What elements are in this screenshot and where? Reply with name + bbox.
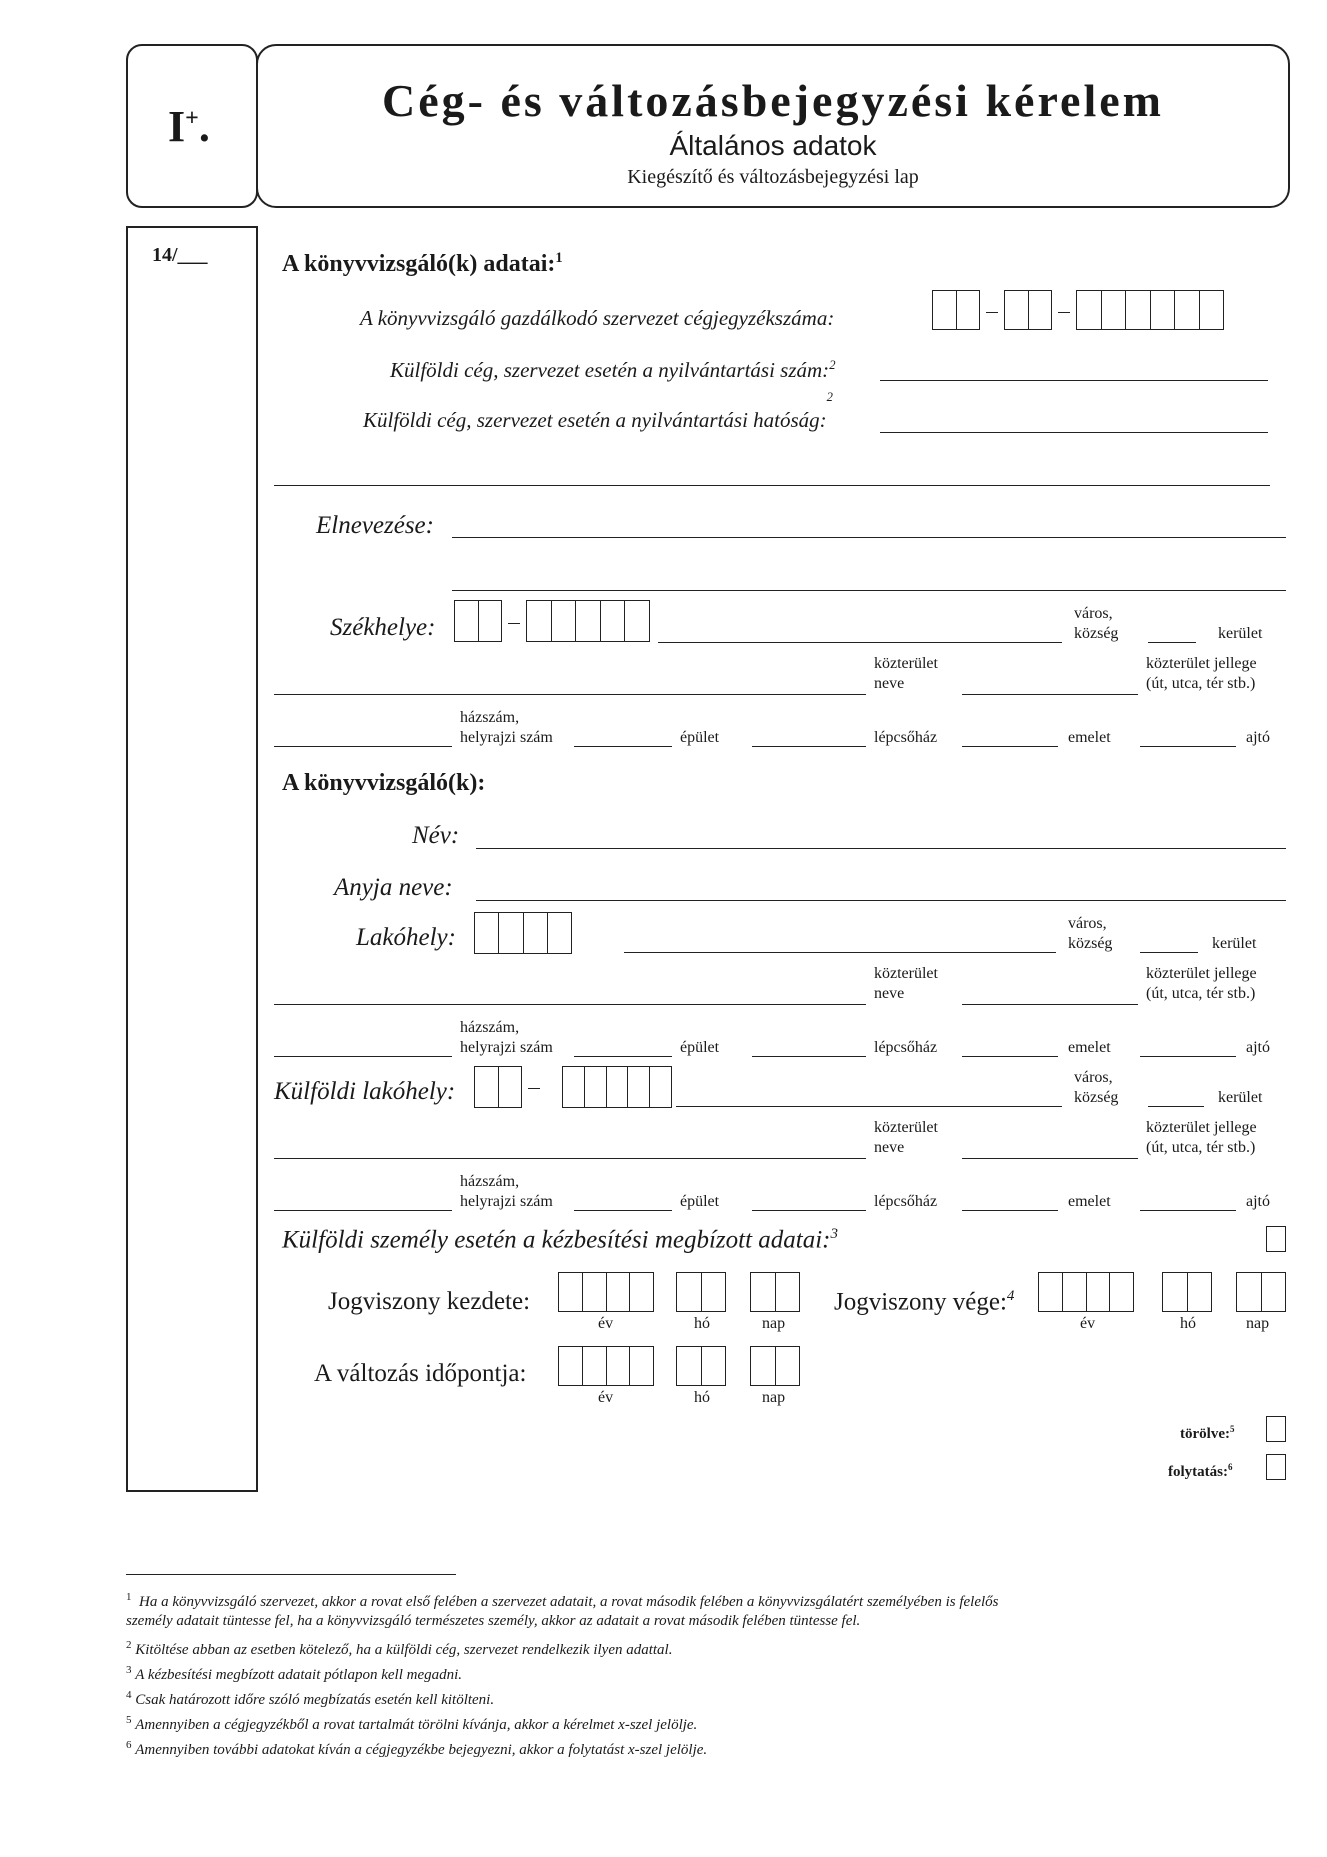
agent-label — [282, 1226, 838, 1254]
foreign-street-type-field[interactable] — [962, 1158, 1138, 1159]
foreign-reg-field[interactable] — [880, 380, 1268, 381]
seat-floor-label: emelet — [1068, 729, 1111, 746]
seat-building-label: épület — [680, 729, 720, 746]
foreign-auth-field[interactable] — [880, 432, 1268, 433]
footnote-4 — [126, 1686, 1241, 1710]
dash — [1058, 312, 1070, 313]
footnote-6 — [126, 1736, 1241, 1760]
house-text-2: helyrajzi szám — [460, 729, 553, 746]
person-name-label: Név: — [412, 822, 460, 849]
foreign-door-field[interactable] — [1140, 1210, 1236, 1211]
reg-number-serial[interactable] — [1076, 290, 1224, 330]
auditor-data-heading-text: A könyvvizsgáló(k) adatai: — [282, 251, 556, 277]
end-day[interactable] — [1236, 1272, 1286, 1312]
seat-house-label — [460, 708, 553, 748]
seat-zip-country[interactable] — [454, 600, 502, 642]
seat-street-name-label — [874, 654, 938, 694]
change-month[interactable] — [676, 1346, 726, 1386]
foreign-floor-label: emelet — [1068, 1193, 1111, 1210]
seat-city-field[interactable] — [658, 642, 1062, 643]
residence-door-field[interactable] — [1140, 1056, 1236, 1057]
seat-staircase-label: lépcsőház — [874, 729, 938, 746]
street-name-text: közterület — [874, 965, 938, 982]
foreign-auth-label — [363, 390, 833, 433]
reg-number-form[interactable] — [1004, 290, 1052, 330]
section-code-sup: + — [185, 105, 199, 132]
foreign-staircase-field[interactable] — [752, 1210, 866, 1211]
foreign-street-type-label — [1146, 1118, 1257, 1158]
auditor-person-heading: A könyvvizsgáló(k): — [282, 770, 486, 796]
dash — [508, 623, 520, 624]
seat-house-field[interactable] — [274, 746, 452, 747]
foreign-building-label: épület — [680, 1193, 720, 1210]
foreign-residence-zip[interactable] — [562, 1066, 672, 1108]
person-name-field[interactable] — [476, 848, 1286, 849]
footnote-text: Amennyiben további adatokat kíván a cégjegyzékbe bejegyezni, akkor a folytatást x-szel jelölje. — [135, 1742, 708, 1758]
footnote-2 — [126, 1636, 1241, 1660]
start-year-label: év — [598, 1315, 614, 1332]
foreign-street-name-label — [874, 1118, 938, 1158]
name-field[interactable] — [452, 537, 1286, 538]
street-type-text-2: (út, utca, tér stb.) — [1146, 675, 1256, 692]
footnote-ref-3: 3 — [830, 1226, 839, 1242]
continued-checkbox[interactable] — [1266, 1454, 1286, 1480]
seat-district-field[interactable] — [1148, 642, 1196, 643]
agent-checkbox[interactable] — [1266, 1226, 1286, 1252]
continued-label — [1168, 1462, 1233, 1481]
house-text: házszám, — [460, 1019, 520, 1036]
sidebar-number: 14/___ — [152, 244, 208, 266]
village-text: község — [1068, 935, 1113, 952]
change-day-label: nap — [762, 1389, 786, 1406]
house-text: házszám, — [460, 1173, 520, 1190]
city-text: város, — [1074, 1069, 1113, 1086]
street-type-text-2: (út, utca, tér stb.) — [1146, 1139, 1256, 1156]
residence-street-name-label — [874, 964, 938, 1004]
foreign-auth-label-text: Külföldi cég, szervezet esetén a nyilvántartási hatóság: — [363, 408, 827, 432]
residence-district-field[interactable] — [1140, 952, 1198, 953]
house-text-2: helyrajzi szám — [460, 1039, 553, 1056]
foreign-building-field[interactable] — [574, 1210, 672, 1211]
footnote-text: Kitöltése abban az esetben kötelező, ha a külföldi cég, szervezet rendelkezik ilyen adattal. — [135, 1642, 673, 1658]
seat-label: Székhelye: — [330, 614, 436, 641]
end-date-label-text: Jogviszony vége: — [834, 1288, 1007, 1316]
start-month-label: hó — [694, 1315, 710, 1332]
start-year[interactable] — [558, 1272, 654, 1312]
start-date-label: Jogviszony kezdete: — [328, 1288, 531, 1315]
city-text: város, — [1068, 915, 1107, 932]
page-subsubtitle: Kiegészítő és változásbejegyzési lap — [627, 166, 919, 188]
foreign-floor-field[interactable] — [962, 1210, 1058, 1211]
seat-door-field[interactable] — [1140, 746, 1236, 747]
change-year[interactable] — [558, 1346, 654, 1386]
foreign-reg-label-text: Külföldi cég, szervezet esetén a nyilvántartási szám: — [390, 358, 830, 382]
foreign-staircase-label: lépcsőház — [874, 1193, 938, 1210]
footnote-number: 1 — [126, 1591, 132, 1603]
residence-staircase-label: lépcsőház — [874, 1039, 938, 1056]
footnote-number: 4 — [126, 1689, 132, 1701]
mother-name-field[interactable] — [476, 900, 1286, 901]
foreign-residence-country[interactable] — [474, 1066, 522, 1108]
residence-street-type-label — [1146, 964, 1257, 1004]
footnote-ref-4: 4 — [1006, 1288, 1015, 1304]
foreign-auth-field-2[interactable] — [274, 485, 1270, 486]
footnote-5 — [126, 1711, 1241, 1735]
street-name-text: közterület — [874, 655, 938, 672]
residence-zip[interactable] — [474, 912, 572, 954]
residence-street-name-field[interactable] — [274, 1004, 866, 1005]
foreign-residence-label: Külföldi lakóhely: — [274, 1078, 456, 1105]
foreign-reg-label — [390, 358, 835, 383]
foreign-residence-district-label: kerület — [1218, 1089, 1263, 1106]
foreign-door-label: ajtó — [1246, 1193, 1270, 1210]
footnote-3 — [126, 1661, 1241, 1685]
end-date-label — [834, 1288, 1014, 1316]
start-day-label: nap — [762, 1315, 786, 1332]
seat-door-label: ajtó — [1246, 729, 1270, 746]
footnote-ref-2b: 2 — [826, 390, 833, 404]
footnote-ref-1: 1 — [555, 250, 563, 266]
page-subtitle: Általános adatok — [669, 130, 877, 161]
title-box — [256, 44, 1290, 208]
start-day[interactable] — [750, 1272, 800, 1312]
residence-house-label — [460, 1018, 553, 1058]
page-title: Cég- és változásbejegyzési kérelem — [382, 75, 1164, 126]
change-month-label: hó — [694, 1389, 710, 1406]
change-year-label: év — [598, 1389, 614, 1406]
residence-building-label: épület — [680, 1039, 720, 1056]
street-name-text-2: neve — [874, 985, 905, 1002]
seat-zip[interactable] — [526, 600, 650, 642]
footnote-text: Ha a könyvvizsgáló szervezet, akkor a rovat első felében a szervezet adatait, a rovat második felében a könyvvizsgálatért személyében is felelős — [139, 1594, 999, 1610]
footnote-number: 3 — [126, 1664, 132, 1676]
end-day-label: nap — [1246, 1315, 1270, 1332]
seat-street-type-label — [1146, 654, 1257, 694]
mother-name-label: Anyja neve: — [334, 874, 453, 901]
residence-floor-label: emelet — [1068, 1039, 1111, 1056]
deleted-label — [1180, 1424, 1234, 1443]
foreign-residence-city-label — [1074, 1068, 1118, 1108]
section-code — [168, 101, 210, 152]
seat-floor-field[interactable] — [962, 746, 1058, 747]
residence-door-label: ajtó — [1246, 1039, 1270, 1056]
section-code-box — [126, 44, 258, 208]
footnote-number: 5 — [126, 1714, 132, 1726]
footnote-1 — [126, 1588, 1241, 1631]
street-name-text: közterület — [874, 1119, 938, 1136]
residence-house-field[interactable] — [274, 1056, 452, 1057]
deleted-label-text: törölve: — [1180, 1426, 1230, 1442]
end-year-label: év — [1080, 1315, 1096, 1332]
footnote-text: Amennyiben a cégjegyzékből a rovat tartalmát törölni kívánja, akkor a kérelmet x-szel jelölje. — [135, 1717, 698, 1733]
seat-building-field[interactable] — [574, 746, 672, 747]
residence-city-label — [1068, 914, 1112, 954]
footnote-text-2: személy adatait tüntesse fel, ha a könyvvizsgáló természetes személy, akkor az adatait a rovat második felében tüntesse fel. — [126, 1613, 861, 1629]
footnote-separator — [126, 1574, 456, 1575]
name-label: Elnevezése: — [316, 512, 434, 539]
foreign-residence-district-field[interactable] — [1148, 1106, 1204, 1107]
street-type-text: közterület jellege — [1146, 965, 1257, 982]
footnote-number: 6 — [126, 1739, 132, 1751]
sidebar-box — [126, 226, 258, 1492]
residence-label: Lakóhely: — [356, 924, 456, 951]
house-text: házszám, — [460, 709, 520, 726]
section-code-letter: I — [168, 102, 186, 151]
village-text: község — [1074, 625, 1119, 642]
dash — [528, 1088, 540, 1089]
residence-building-field[interactable] — [574, 1056, 672, 1057]
deleted-checkbox[interactable] — [1266, 1416, 1286, 1442]
seat-city-label — [1074, 604, 1118, 644]
auditor-data-heading — [282, 250, 563, 278]
agent-label-text: Külföldi személy esetén a kézbesítési megbízott adatai: — [282, 1226, 831, 1254]
foreign-house-field[interactable] — [274, 1210, 452, 1211]
footnote-ref-6: 6 — [1228, 1462, 1233, 1472]
start-month[interactable] — [676, 1272, 726, 1312]
street-name-text-2: neve — [874, 675, 905, 692]
change-date-label: A változás időpontja: — [314, 1360, 527, 1387]
residence-street-type-field[interactable] — [962, 1004, 1138, 1005]
section-code-dot: . — [198, 102, 210, 151]
residence-city-field[interactable] — [624, 952, 1056, 953]
footnote-text: Csak határozott időre szóló megbízatás esetén kell kitölteni. — [135, 1692, 495, 1708]
foreign-residence-city-field[interactable] — [676, 1106, 1062, 1107]
street-type-text-2: (út, utca, tér stb.) — [1146, 985, 1256, 1002]
continued-label-text: folytatás: — [1168, 1464, 1228, 1480]
end-year[interactable] — [1038, 1272, 1134, 1312]
house-text-2: helyrajzi szám — [460, 1193, 553, 1210]
foreign-street-name-field[interactable] — [274, 1158, 866, 1159]
street-name-text-2: neve — [874, 1139, 905, 1156]
reg-number-label: A könyvvizsgáló gazdálkodó szervezet cégjegyzékszáma: — [360, 306, 835, 330]
residence-staircase-field[interactable] — [752, 1056, 866, 1057]
residence-floor-field[interactable] — [962, 1056, 1058, 1057]
street-type-text: közterület jellege — [1146, 1119, 1257, 1136]
foreign-house-label — [460, 1172, 553, 1212]
footnote-ref-5: 5 — [1229, 1424, 1235, 1434]
dash — [986, 312, 998, 313]
name-field-2[interactable] — [452, 590, 1286, 591]
footnote-ref-2: 2 — [829, 358, 836, 372]
village-text: község — [1074, 1089, 1119, 1106]
end-month-label: hó — [1180, 1315, 1196, 1332]
street-type-text: közterület jellege — [1146, 655, 1257, 672]
seat-street-type-field[interactable] — [962, 694, 1138, 695]
end-month[interactable] — [1162, 1272, 1212, 1312]
change-day[interactable] — [750, 1346, 800, 1386]
residence-district-label: kerület — [1212, 935, 1257, 952]
seat-street-name-field[interactable] — [274, 694, 866, 695]
reg-number-court[interactable] — [932, 290, 980, 330]
seat-staircase-field[interactable] — [752, 746, 866, 747]
footnote-number: 2 — [126, 1639, 132, 1651]
seat-district-label: kerület — [1218, 625, 1263, 642]
footnote-text: A kézbesítési megbízott adatait pótlapon kell megadni. — [135, 1667, 463, 1683]
city-text: város, — [1074, 605, 1113, 622]
